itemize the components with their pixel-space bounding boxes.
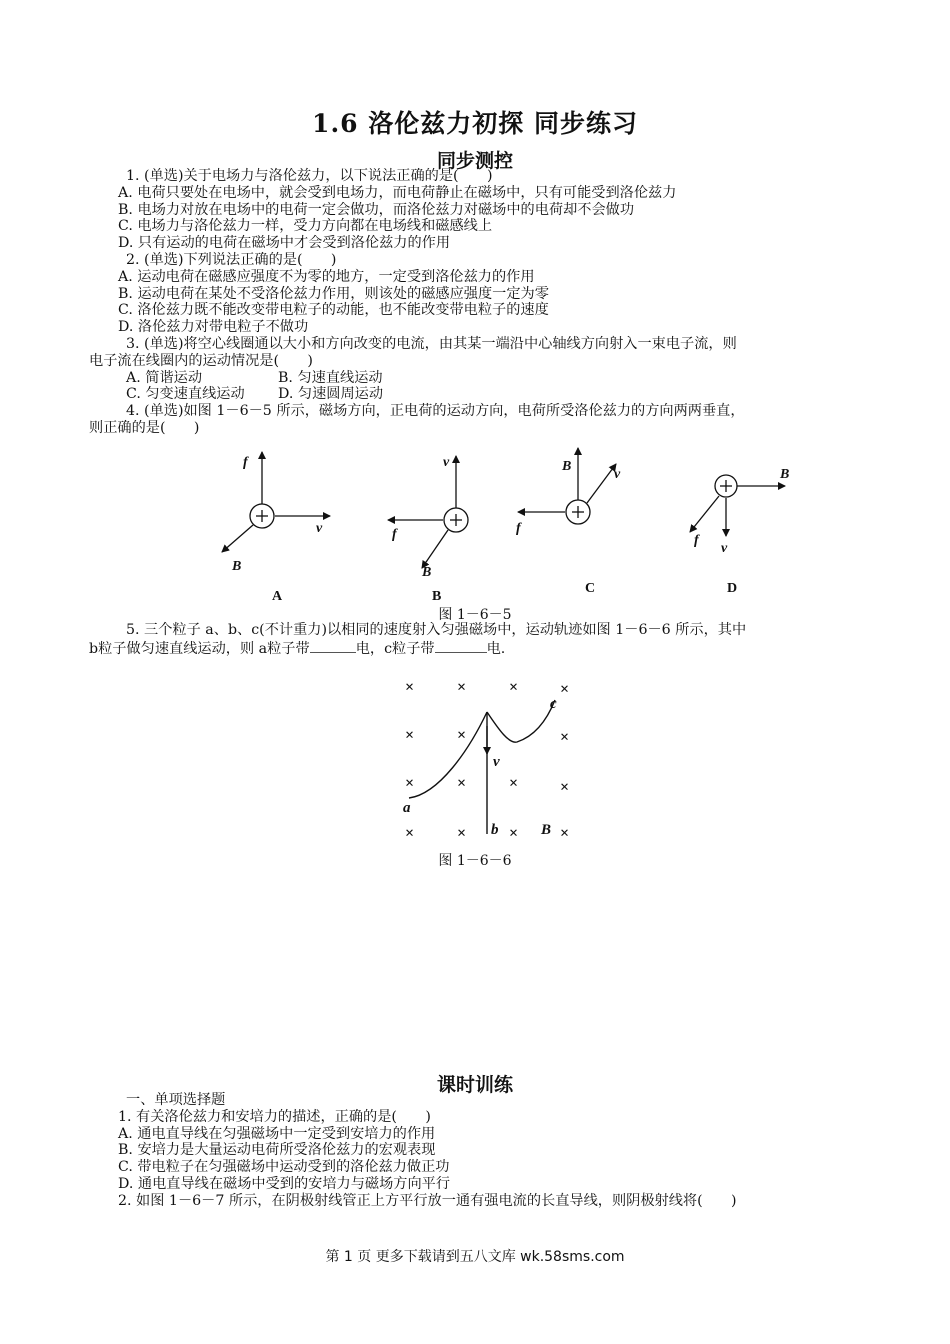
q5-line1: 5. 三个粒子 a、b、c(不计重力)以相同的速度射入匀强磁场中，运动轨迹如图 1－6－6 所示，其中 [126,622,747,638]
panel-a-diagram [222,452,330,552]
panel-c-label: C [585,581,596,596]
answer-blank-c[interactable] [435,639,487,653]
trajectory-c [487,700,555,742]
field-b-label: B [541,822,552,838]
cross-mark: × [405,775,415,792]
panel-c-f-label: f [516,521,521,536]
q3-option-d: D. 匀速圆周运动 [278,386,384,403]
q2-stem: 2. (单选)下列说法正确的是( ) [126,251,337,268]
panel-a-label: A [272,589,283,604]
panel-a-b-label: B [232,559,242,574]
q2-option-a: A. 运动电荷在磁感应强度不为零的地方，一定受到洛伦兹力的作用 [118,268,535,285]
answer-blank-a[interactable] [310,639,356,653]
figure-1-6-5 [200,440,800,608]
cross-mark: × [457,679,467,696]
particle-a-label: a [403,800,411,816]
q5-line2-part1: b粒子做匀速直线运动，则 a粒子带 [89,640,310,657]
q1-stem: 1. (单选)关于电场力与洛伦兹力，以下说法正确的是( ) [126,168,493,184]
cross-mark: × [457,775,467,792]
q3-options-row2 [118,386,868,403]
panel-d-label: D [727,581,738,596]
panel-b-f-label: f [392,527,397,542]
page-footer: 第 1 页 更多下载请到五八文库 wk.58sms.com [325,1249,625,1265]
q2-option-c: C. 洛伦兹力既不能改变带电粒子的动能，也不能改变带电粒子的速度 [118,302,549,319]
panel-d-diagram [690,475,785,536]
q1-option-b: B. 电场力对放在电场中的电荷一定会做功，而洛伦兹力对磁场中的电荷却不会做功 [118,201,635,218]
cross-mark: × [509,775,519,792]
ex-q1-option-b: B. 安培力是大量运动电荷所受洛伦兹力的宏观表现 [118,1142,436,1159]
q3-option-c: C. 匀变速直线运动 [126,386,245,403]
particle-c-label: c [550,696,557,712]
q3-stem-line1: 3. (单选)将空心线圈通以大小和方向改变的电流，由其某一端沿中心轴线方向射入一束电子流，则 [126,335,737,352]
q3-option-b: B. 匀速直线运动 [278,369,383,386]
figure-1-6-6-caption: 图 1－6－6 [438,853,512,869]
ex-q1-option-a: A. 通电直导线在匀强磁场中一定受到安培力的作用 [118,1125,436,1142]
cross-mark: × [457,825,467,842]
question-5 [89,622,868,657]
cross-mark: × [560,729,570,746]
cross-mark: × [560,825,570,842]
q2-option-b: B. 运动电荷在某处不受洛伦兹力作用，则该处的磁感应强度一定为零 [118,285,549,302]
section-title-sync: 同步测控 [436,150,513,172]
ex-q2-stem: 2. 如图 1－6－7 所示，在阴极射线管正上方平行放一通有强电流的长直导线，则阴极射线将( ) [118,1192,737,1209]
q4-stem-line1: 4. (单选)如图 1－6－5 所示，磁场方向，正电荷的运动方向，电荷所受洛伦兹力的方向两两垂直， [126,403,745,420]
particle-b-label: b [491,822,499,838]
figure-1-6-6 [395,670,595,846]
panel-d-f-label: f [694,533,699,548]
q5-line2-part3: 电. [486,640,506,657]
q5-line2-part2: 电，c粒子带 [355,640,435,657]
exercise-block [118,1092,868,1210]
trajectory-a [409,712,487,798]
panel-c-b-label: B [562,459,572,474]
exercise-heading: 一、单项选择题 [126,1092,226,1108]
panel-d-v-label: v [721,541,728,556]
panel-a-f-label: f [243,455,248,470]
q4-stem-line2: 则正确的是( ) [89,419,200,436]
page-title: 1.6 洛伦兹力初探 同步练习 [312,109,638,138]
cross-mark: × [560,779,570,796]
panel-c-v-label: v [614,467,621,482]
ex-q1-stem: 1. 有关洛伦兹力和安培力的描述，正确的是( ) [118,1108,431,1125]
velocity-label: v [493,754,500,770]
cross-mark: × [509,679,519,696]
q2-option-d: D. 洛伦兹力对带电粒子不做功 [118,319,309,336]
panel-b-label: B [432,589,442,604]
q3-option-a: A. 简谐运动 [126,369,203,386]
figure-1-6-5-caption: 图 1－6－5 [438,607,512,623]
cross-mark: × [509,825,519,842]
cross-mark: × [560,681,570,698]
ex-q1-option-c: C. 带电粒子在匀强磁场中运动受到的洛伦兹力做正功 [118,1159,450,1176]
section-title-lesson-training: 课时训练 [436,1074,513,1096]
cross-mark: × [405,727,415,744]
panel-b-diagram [388,456,468,568]
q1-option-d: D. 只有运动的电荷在磁场中才会受到洛伦兹力的作用 [118,235,451,252]
cross-mark: × [405,679,415,696]
panel-d-b-label: B [780,467,790,482]
questions-block-1 [89,168,868,437]
q1-option-a: A. 电荷只要处在电场中，就会受到电场力，而电荷静止在磁场中，只有可能受到洛伦兹力 [118,184,677,201]
panel-b-b-label: B [422,565,432,580]
q3-stem-line2: 电子流在线圈内的运动情况是( ) [89,352,313,369]
cross-mark: × [405,825,415,842]
q5-line2 [89,639,868,656]
q3-options-row1 [118,370,868,387]
panel-a-v-label: v [316,521,323,536]
ex-q1-option-d: D. 通电直导线在磁场中受到的安培力与磁场方向平行 [118,1175,451,1192]
q1-option-c: C. 电场力与洛伦兹力一样，受力方向都在电场线和磁感线上 [118,218,493,235]
panel-b-v-label: v [443,455,450,470]
cross-mark: × [457,727,467,744]
